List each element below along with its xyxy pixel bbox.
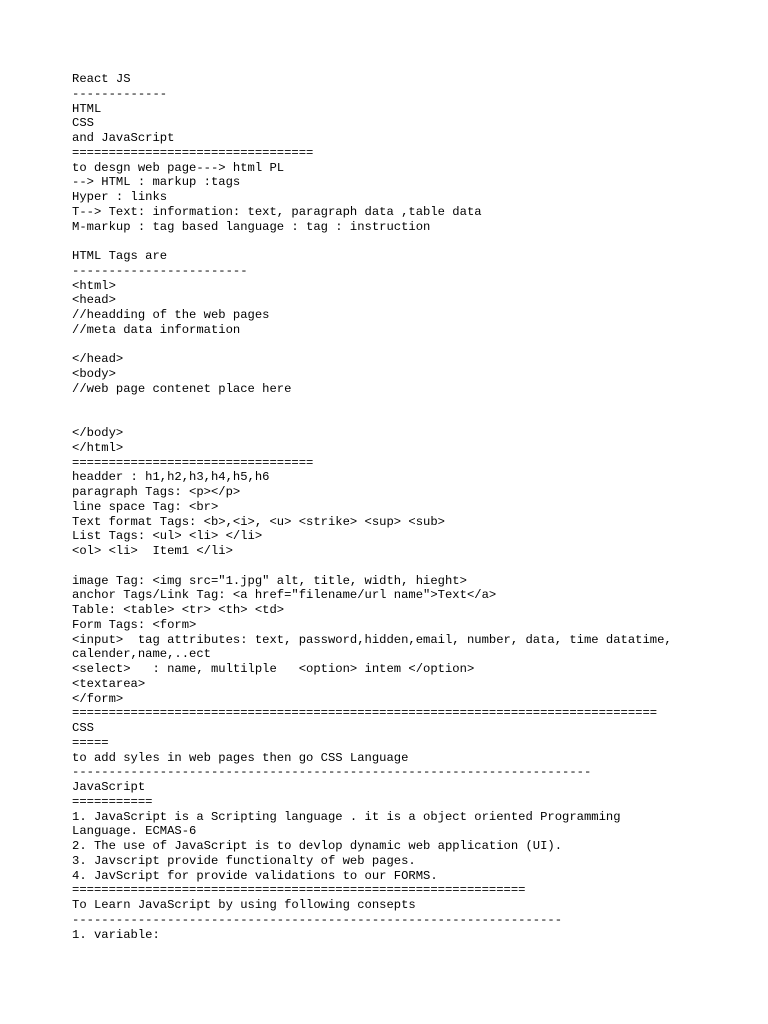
text-line: 3. Javscript provide functionalty of web pages. (72, 853, 416, 868)
text-line (72, 338, 752, 353)
text-line: <select> : name, multilple <option> intem </option> (72, 662, 475, 676)
text-line: Hyper : links (72, 190, 168, 204)
text-line: ----------------------------------------------------------------------- (72, 765, 592, 780)
text-line: CSS (72, 116, 94, 131)
text-line: =========== (72, 794, 153, 809)
text-line: ============================================================== (72, 883, 526, 898)
text-line: </html> (72, 440, 124, 455)
text-line: </body> (72, 426, 124, 440)
text-line: HTML (72, 101, 102, 116)
text-line: <input> tag attributes: text, password,hidden,email, number, data, time datatime, (72, 632, 672, 647)
text-line: //meta data information (72, 322, 241, 337)
text-line: ------------------------------------------------------------------- (72, 912, 563, 927)
text-line (72, 397, 752, 412)
text-line: --> HTML : markup :tags (72, 175, 241, 190)
text-line: 1. variable: (72, 927, 160, 942)
text-line: ================================================================================ (72, 706, 658, 721)
text-line: ===== (72, 735, 109, 750)
text-line: Table: <table> <tr> <th> <td> (72, 603, 285, 617)
text-line: //headding of the web pages (72, 308, 270, 322)
text-line: To Learn JavaScript by using following consepts (72, 898, 416, 912)
text-line: line space Tag: <br> (72, 499, 219, 514)
text-line: <body> (72, 367, 116, 381)
text-line: ------------------------ (72, 263, 248, 278)
text-line: paragraph Tags: <p></p> (72, 485, 241, 499)
text-line: T--> Text: information: text, paragraph data ,table data (72, 204, 482, 219)
text-line: React JS (72, 72, 131, 86)
text-line: 4. JavScript for provide validations to our FORMS. (72, 868, 438, 883)
text-line: image Tag: <img src="1.jpg" alt, title, width, hieght> (72, 573, 467, 588)
text-line: ------------- (72, 86, 168, 101)
text-line: Language. ECMAS-6 (72, 824, 197, 839)
text-line: 1. JavaScript is a Scripting language . it is a object oriented Programming (72, 809, 621, 824)
text-line: to desgn web page---> html PL (72, 160, 285, 175)
text-line: to add syles in web pages then go CSS Language (72, 750, 409, 765)
text-line (72, 234, 752, 249)
text-line: <head> (72, 293, 116, 308)
text-line: <html> (72, 278, 116, 293)
text-line: <textarea> (72, 676, 146, 691)
text-line: JavaScript (72, 780, 146, 794)
text-line: and JavaScript (72, 131, 175, 145)
text-line: anchor Tags/Link Tag: <a href="filename/url name">Text</a> (72, 588, 497, 603)
text-line: ================================= (72, 145, 314, 160)
text-line: </head> (72, 352, 124, 367)
text-line: HTML Tags are (72, 249, 168, 263)
text-line: Text format Tags: <b>,<i>, <u> <strike> <sup> <sub> (72, 514, 445, 529)
text-line: M-markup : tag based language : tag : instruction (72, 219, 431, 234)
text-line: headder : h1,h2,h3,h4,h5,h6 (72, 470, 270, 485)
text-line: //web page contenet place here (72, 381, 292, 396)
text-line: <ol> <li> Item1 </li> (72, 544, 233, 558)
text-line: List Tags: <ul> <li> </li> (72, 529, 263, 544)
text-line (72, 411, 752, 426)
text-line: 2. The use of JavaScript is to devlop dynamic web application (UI). (72, 839, 563, 853)
text-line (72, 559, 752, 574)
text-line: CSS (72, 721, 94, 735)
text-line: Form Tags: <form> (72, 617, 197, 632)
text-line: calender,name,..ect (72, 647, 211, 662)
text-line: ================================= (72, 455, 314, 470)
text-line: </form> (72, 691, 124, 706)
document-page (72, 72, 752, 942)
